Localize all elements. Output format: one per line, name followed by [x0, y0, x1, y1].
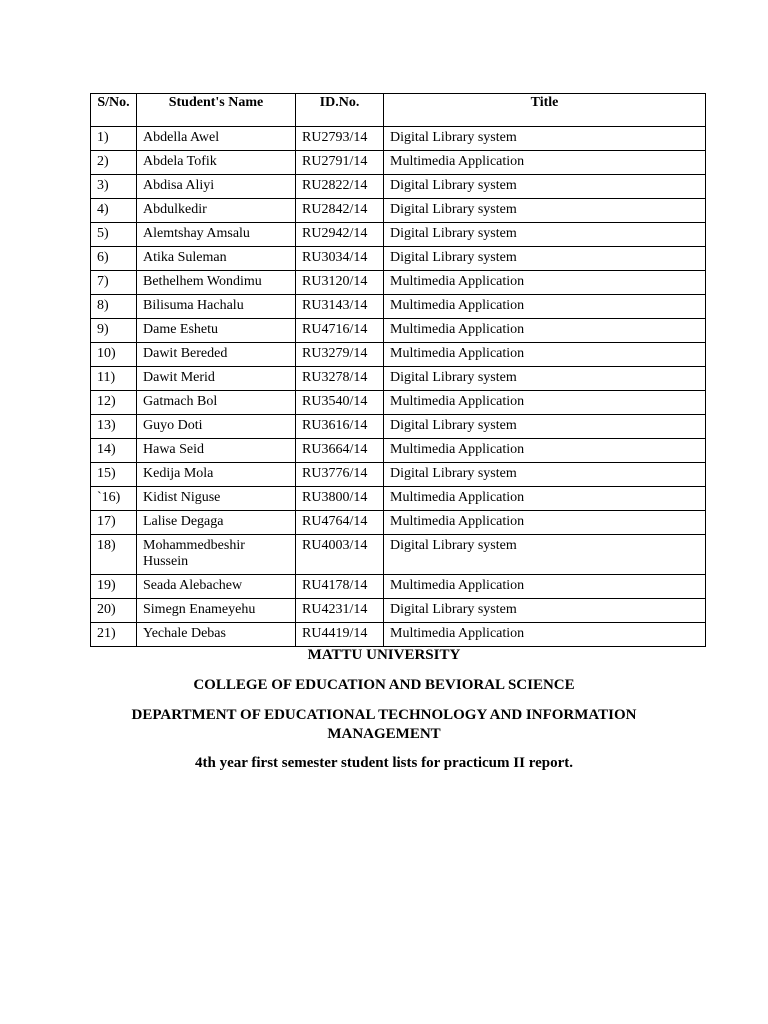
cell-title: Multimedia Application	[384, 151, 706, 175]
cell-id-no: RU2822/14	[296, 175, 384, 199]
cell-sno: 20)	[91, 599, 137, 623]
table-row	[91, 463, 706, 487]
header-sno: S/No.	[91, 94, 137, 127]
cell-student-name: Dawit Bereded	[137, 343, 296, 367]
table-row	[91, 575, 706, 599]
cell-id-no: RU3034/14	[296, 247, 384, 271]
cell-sno: 1)	[91, 127, 137, 151]
cell-sno: 7)	[91, 271, 137, 295]
cell-title: Digital Library system	[384, 415, 706, 439]
table-row	[91, 391, 706, 415]
cell-sno: 6)	[91, 247, 137, 271]
cell-id-no: RU3776/14	[296, 463, 384, 487]
cell-title: Multimedia Application	[384, 319, 706, 343]
table-header-row	[91, 94, 706, 127]
cell-student-name: Guyo Doti	[137, 415, 296, 439]
cell-sno: 12)	[91, 391, 137, 415]
document-heading-block	[90, 646, 678, 773]
cell-id-no: RU4003/14	[296, 535, 384, 575]
table-row	[91, 247, 706, 271]
cell-student-name: Dawit Merid	[137, 367, 296, 391]
cell-title: Multimedia Application	[384, 511, 706, 535]
table-row	[91, 343, 706, 367]
cell-student-name: Gatmach Bol	[137, 391, 296, 415]
cell-sno: 13)	[91, 415, 137, 439]
cell-student-name: Dame Eshetu	[137, 319, 296, 343]
cell-sno: 4)	[91, 199, 137, 223]
cell-student-name: Kidist Niguse	[137, 487, 296, 511]
cell-id-no: RU4231/14	[296, 599, 384, 623]
table-row	[91, 319, 706, 343]
cell-sno: `16)	[91, 487, 137, 511]
cell-title: Digital Library system	[384, 127, 706, 151]
cell-title: Digital Library system	[384, 367, 706, 391]
cell-sno: 18)	[91, 535, 137, 575]
cell-student-name: Lalise Degaga	[137, 511, 296, 535]
cell-title: Multimedia Application	[384, 623, 706, 647]
table-row	[91, 487, 706, 511]
table-row	[91, 415, 706, 439]
cell-title: Digital Library system	[384, 175, 706, 199]
cell-sno: 9)	[91, 319, 137, 343]
cell-id-no: RU4764/14	[296, 511, 384, 535]
student-list-table	[90, 93, 706, 647]
cell-sno: 8)	[91, 295, 137, 319]
cell-student-name: Seada Alebachew	[137, 575, 296, 599]
university-name: MATTU UNIVERSITY	[307, 647, 461, 663]
cell-id-no: RU3120/14	[296, 271, 384, 295]
cell-student-name: Abdisa Aliyi	[137, 175, 296, 199]
table-row	[91, 599, 706, 623]
cell-student-name: Alemtshay Amsalu	[137, 223, 296, 247]
cell-id-no: RU3143/14	[296, 295, 384, 319]
cell-student-name: Bethelhem Wondimu	[137, 271, 296, 295]
cell-title: Multimedia Application	[384, 391, 706, 415]
cell-title: Digital Library system	[384, 199, 706, 223]
table-body	[91, 127, 706, 647]
cell-sno: 11)	[91, 367, 137, 391]
cell-id-no: RU2942/14	[296, 223, 384, 247]
header-title: Title	[384, 94, 706, 127]
cell-title: Digital Library system	[384, 535, 706, 575]
cell-id-no: RU3279/14	[296, 343, 384, 367]
table-row	[91, 175, 706, 199]
cell-title: Multimedia Application	[384, 343, 706, 367]
cell-id-no: RU3540/14	[296, 391, 384, 415]
cell-student-name: Abdela Tofik	[137, 151, 296, 175]
cell-id-no: RU4419/14	[296, 623, 384, 647]
header-student-name: Student's Name	[137, 94, 296, 127]
cell-title: Digital Library system	[384, 463, 706, 487]
cell-title: Multimedia Application	[384, 295, 706, 319]
table-row	[91, 535, 706, 575]
department-name: DEPARTMENT OF EDUCATIONAL TECHNOLOGY AND INFORMATION MANAGEMENT	[131, 707, 637, 742]
cell-title: Multimedia Application	[384, 439, 706, 463]
college-name: COLLEGE OF EDUCATION AND BEVIORAL SCIENCE	[193, 677, 575, 693]
cell-sno: 19)	[91, 575, 137, 599]
cell-id-no: RU4716/14	[296, 319, 384, 343]
cell-id-no: RU4178/14	[296, 575, 384, 599]
cell-id-no: RU3278/14	[296, 367, 384, 391]
table-row	[91, 511, 706, 535]
cell-sno: 5)	[91, 223, 137, 247]
cell-title: Multimedia Application	[384, 487, 706, 511]
cell-title: Digital Library system	[384, 247, 706, 271]
cell-sno: 21)	[91, 623, 137, 647]
table-row	[91, 367, 706, 391]
table-row	[91, 127, 706, 151]
cell-id-no: RU2793/14	[296, 127, 384, 151]
cell-sno: 15)	[91, 463, 137, 487]
cell-id-no: RU3800/14	[296, 487, 384, 511]
cell-student-name: Kedija Mola	[137, 463, 296, 487]
header-id-no: ID.No.	[296, 94, 384, 127]
cell-sno: 2)	[91, 151, 137, 175]
cell-title: Multimedia Application	[384, 271, 706, 295]
cell-sno: 3)	[91, 175, 137, 199]
table-row	[91, 295, 706, 319]
cell-student-name: Simegn Enameyehu	[137, 599, 296, 623]
cell-student-name: Bilisuma Hachalu	[137, 295, 296, 319]
cell-id-no: RU2791/14	[296, 151, 384, 175]
table-row	[91, 623, 706, 647]
table-row	[91, 223, 706, 247]
cell-id-no: RU3616/14	[296, 415, 384, 439]
cell-student-name: Hawa Seid	[137, 439, 296, 463]
cell-student-name: Mohammedbeshir Hussein	[137, 535, 296, 575]
cell-student-name: Atika Suleman	[137, 247, 296, 271]
table-row	[91, 439, 706, 463]
cell-id-no: RU3664/14	[296, 439, 384, 463]
table-row	[91, 271, 706, 295]
cell-sno: 10)	[91, 343, 137, 367]
cell-title: Multimedia Application	[384, 575, 706, 599]
cell-title: Digital Library system	[384, 599, 706, 623]
table-row	[91, 151, 706, 175]
cell-student-name: Yechale Debas	[137, 623, 296, 647]
table-row	[91, 199, 706, 223]
cell-title: Digital Library system	[384, 223, 706, 247]
cell-sno: 14)	[91, 439, 137, 463]
cell-student-name: Abdulkedir	[137, 199, 296, 223]
report-description: 4th year first semester student lists for practicum II report.	[195, 755, 573, 771]
cell-student-name: Abdella Awel	[137, 127, 296, 151]
cell-id-no: RU2842/14	[296, 199, 384, 223]
cell-sno: 17)	[91, 511, 137, 535]
